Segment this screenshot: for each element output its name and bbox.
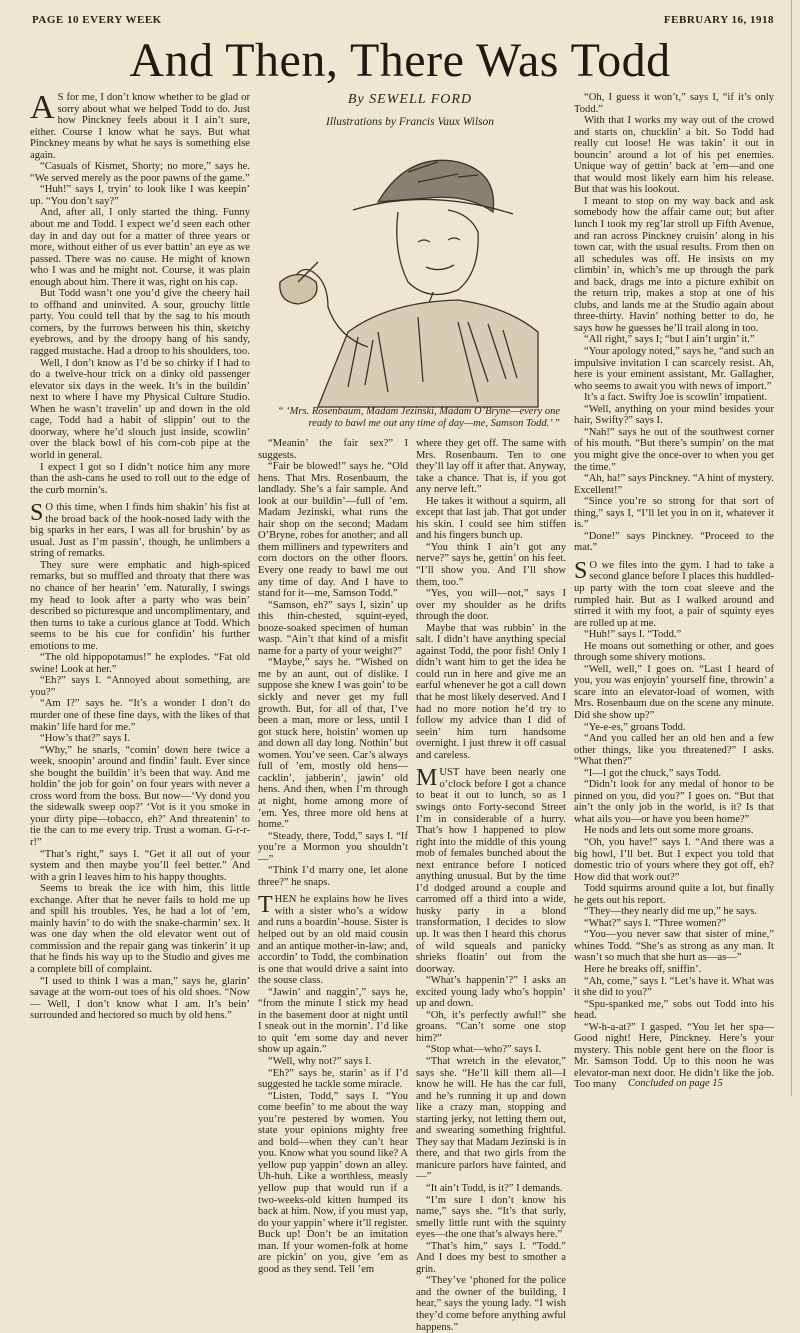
paragraph: “Eh?” says I. “Annoyed about something, are you?” [30, 675, 250, 698]
paragraph: “Oh, I guess it won’t,” says I, “if it’s only Todd.” [574, 92, 774, 115]
paragraph: “Samson, eh?” says I, sizin’ up this thin-chested, squint-eyed, booze-soaked specimen of human wasp. “Ain’t that kind of a misfit name for a party of your weight?” [258, 599, 408, 657]
paragraph: I expect I got so I didn’t notice him any more than the ash-cans he used to roll out to the edge of the curb mornin’s. [30, 461, 250, 496]
illustration-samson-todd [258, 132, 562, 412]
paragraph: “Done!” says Pinckney. “Proceed to the mat.” [574, 530, 774, 554]
paragraph: HEN he explains how he lives with a sister who’s a widow and runs a boardin’-house. Sister is helped out by an old maid cousin and an antique mother-in-law; and, accordin’ to Todd, the combination is one that would drive a saint into the souse class. [258, 894, 408, 987]
paragraph: Here he breaks off, sniffin’. [584, 964, 702, 976]
paragraph: “Maybe,” says he. “Wished on me by an aunt, out of dislike. I suppose she knew I was goin’ to be sickly and never get my full growth. But, for all of that, I’ve been a man, more or less, until I got stuck here, hoistin’ women up and down all day long. Nothin’ but women. You’ve seen. Car’s always full of ’em, mostly old hens—cacklin’, jabberin’, jawin’ old hens. And then, when I’m through at night, home among more of ’em. Yes, three more old hens at home.” [258, 657, 408, 831]
paragraph: “Think I’d marry one, let alone three?” he snaps. [258, 865, 408, 888]
drop-cap: S [574, 557, 588, 584]
paragraph: “Meanin’ the fair sex?” I suggests. [258, 438, 408, 461]
paragraph: “That’s him,” says I. “Todd.” And I does my best to smother a grin. [416, 1240, 566, 1275]
issue-date: FEBRUARY 16, 1918 [663, 14, 774, 26]
page-label: PAGE 10 EVERY WEEK [32, 14, 162, 26]
column-1 [30, 89, 250, 1090]
paragraph: They sure were emphatic and high-spiced remarks, but so muffled and throaty that there was no chance of her hearin’ ’em. Naturally, I swings my head to look after a party who was bein’ described so picturesque and uncomplimentary, and then turns to take a curious glance at Todd. Which seems to be his cue for confidin’ his further emotions to me. [30, 559, 250, 652]
paragraph: “Fair be blowed!” says he. “Old hens. That Mrs. Rosenbaum, the landlady. She’s a fair sample. And look at our buildin’—full of ’em. Madam Jezinski, what runs the hair shop on the second; Madam O’Bryne, robes for another; and all them milliners and typewriters and corn doctors on the other floors. Every one ready to bawl me out any time of day. And I have to stand for it—me, Samson Todd.” [258, 461, 408, 600]
paragraph: “Ah, come,” says I. “Let’s have it. What was it she did to you?” [574, 975, 774, 999]
paragraph: “Oh, you have!” says I. “And there was a big howl, I’ll bet. But I expect you told that domestic trio of yours where they got off, eh? How did that work out?” [574, 837, 774, 883]
paragraph: “Steady, there, Todd,” says I. “If you’re a Mormon you shouldn’t—” [258, 830, 408, 865]
paragraph: “Eh?” says he, starin’ as if I’d suggested he tackle some miracle. [258, 1067, 408, 1091]
paragraph: “Ah, ha!” says Pinckney. “A hint of mystery. Excellent!” [574, 473, 774, 496]
running-head [32, 14, 774, 30]
paragraph: “How’s that?” says I. [40, 733, 131, 745]
byline: By SEWELL FORD [347, 92, 473, 107]
paragraph: “And you called her an old hen and a few other things, like you threatened?” I asks. “What then?” [574, 733, 774, 768]
illustration-caption: “ ‘Mrs. Rosenbaum, Madam Jezinski, Madam O’Bryne—every one ready to bawl me out any time of day—me, Samson Todd.’ ” [277, 406, 560, 429]
paragraph: I meant to stop on my way back and ask somebody how the affair came out; but after lunch I took my reg’lar stroll up Fifth Avenue, and ran across Pinckney cruisin’ along in his town car, with the usual results. From then on all schedules was off. He insists on my climbin’ in, which’s me up through the park and back, drags me into a picture exhibit on the return trip, makes a stop at one of his clubs, and lands me at the Studio again about three-thirty. Havin’ nothing better to do, he says how he guesses he’ll trail along in too. [574, 195, 774, 334]
paragraph: “You—you never saw that sister of mine,” whines Todd. “She’s as strong as any man. It wasn’t so much that she hurt as—as—” [574, 929, 774, 964]
continued-notice: Concluded on page 15 [628, 1078, 723, 1089]
paragraph: UST have been nearly one o’clock before I got a chance to beat it out to lunch, so as I swings onto Forty-second Street I’m in considerable of a hurry. That’s how I happened to plow right into the middle of this young mob of females bunched about the next entrance before I noticed anything unusual. But by the time I’d dodged around a couple and carromed off a third into a wide, husky party in a blond transformation, I decides to slow up. It was then I heard this chorus of wild squeals and panicky shrieks floatin’ out from the doorway. [416, 767, 566, 975]
paragraph: Maybe that was rubbin’ in the salt. I didn’t have anything special against Todd, the poor fish! Only I didn’t want him to get the idea he could run in here and give me an earful whenever he got a call down that he most likely deserved. And I had no more notion he’d try to follow my advice than I did of seein’ him turn handsome overnight. I just threw it off casual and careless. [416, 622, 566, 761]
paragraph: “All right,” says I; “but I ain’t urgin’ it.” [584, 334, 755, 346]
paragraph: “Casuals of Kismet, Shorty; no more,” says he. “We served merely as the poor pawns of the game.” [30, 161, 250, 184]
paragraph: “Oh, it’s perfectly awful!” she groans. “Can’t some one stop him?” [416, 1009, 566, 1044]
paragraph: “Am I?” says he. “It’s a wonder I don’t do murder one of these fine days, with the likes of that makin’ life hard for me.” [30, 698, 250, 733]
paragraph: Todd squirms around quite a lot, but finally he gets out his report. [574, 883, 774, 906]
paragraph: “Huh!” says I. “Todd.” [584, 629, 682, 641]
paragraph: “Didn’t look for any medal of honor to be pinned on you, did you?” I goes on. “But that ain’t the only job in the world, is it? Is that what ails you—or have you been home?” [574, 779, 774, 825]
paragraph: “That’s right,” says I. “Get it all out of your system and then maybe you’ll feel better.” And with a grin I leaves him to his happy thoughts. [30, 848, 250, 883]
paragraph: “Ye-e-es,” groans Todd. [584, 721, 686, 733]
paragraph: “Huh!” says I, tryin’ to look like I was keepin’ up. “You don’t say?” [30, 184, 250, 207]
paragraph: He moans out something or other, and goes through some shivery motions. [574, 640, 774, 664]
paragraph: S for me, I don’t know whether to be glad or sorry about what we helped Todd to do. Just how Pinckney feels about it I ain’t sure, either. Course I know what he says. But what Pinckney means by what he says is something else again. [30, 92, 250, 161]
paragraph: “You think I ain’t got any nerve?” says he, gettin’ on his feet. “I’ll show you. And I’ll show them, too.” [416, 541, 566, 588]
article-title: And Then, There Was Todd [129, 34, 671, 87]
paragraph: “I—I got the chuck,” says Todd. [584, 767, 722, 779]
paragraph: And, after all, I only started the thing. Funny about me and Todd. I expect we’d seen each other day in and day out for a matter of three years or more, without either of us ever battin’ an eye as we passed. There was no cause. He might of known who I was and he might not. Course, it was plain enough about him. There it was, right on his cap. [30, 207, 250, 288]
paragraph: “W-h-a-at?” I gasped. “You let her spa— Good night! Here, Pinckney. Here’s your mystery. This noble gent here on the floor is Mr. Samson Todd. Up to this noon he was elevator-man next door. He didn’t like the job. Too many [574, 1021, 774, 1091]
page-edge [791, 0, 792, 1096]
paragraph: “They’ve ‘phoned for the police and the owner of the building, I hear,” says the young lady. “I wish they’d come before anything awful happens.” [416, 1275, 566, 1333]
paragraph: It’s a fact. Swifty Joe is scowlin’ impatient. [584, 392, 768, 404]
paragraph: “Listen, Todd,” says I. “You come beefin’ to me about the way you’re pestered by women. You state your opinions mighty free and bold—when they can’t hear you. Know what you sound like? A yellow pup yappin’ down an alley. Uh-huh. Like a worthless, measly yellow pup that would run if a two-weeks-old kitten humped its back at him. Now, if you must yap, do your yappin’ where it’ll register. Buck up! Don’t be an imitation man. If your women-folk at home are pickin’ on you, give ’em as good as they send. Tell ’em [258, 1090, 408, 1275]
paragraph: O this time, when I finds him shakin’ his fist at the broad back of the hook-nosed lady with the big sparks in her ears, I was all for brushin’ by as usual. Just as I’m passin’, though, he unlimbers a string of remarks. [30, 502, 250, 560]
paragraph: Seems to break the ice with him, this little exchange. After that he never fails to hold me up and spill his troubles. Yes, he had a lot of ’em, mainly havin’ to do with the snake-charmin’ sex. It was one day when the old elevator went out of commission and the repair gang was tinkerin’ it up that he finds his way up to the Studio and gives me a complete bill of complaint. [30, 883, 250, 976]
drop-cap: M [416, 765, 438, 792]
paragraph: “Nah!” says he out of the southwest corner of his mouth. “But there’s sumpin’ on the mat you might give the once-over to when you get the time.” [574, 426, 774, 473]
column-3 [416, 438, 566, 1333]
paragraph: “Yes, you will—not,” says I over my shoulder as he drifts through the door. [416, 588, 566, 623]
paragraph: “Since you’re so strong for that sort of thing,” says I, “I’ll let you in on it, whatever it is.” [574, 496, 774, 531]
drop-cap: A [30, 89, 55, 126]
paragraph: He takes it without a squirm, all except that last jab. That got under his skin. I could see him stiffen and his fingers bunch up. [416, 495, 566, 542]
paragraph: “Well, anything on your mind besides your hair, Swifty?” says I. [574, 403, 774, 427]
paragraph: “The old hippopotamus!” he explodes. “Fat old swine! Look at her.” [30, 652, 250, 675]
paragraph: Well, I don’t know as I’d be so chirky if I had to do a twelve-hour trick on a dinky old passenger elevator six days in the week. It’s in the buildin’ next to where I have my Physical Culture Studio. When he wasn’t travelin’ up and down in the old cage, Todd had a habit of slippin’ out to the doorway, where he’d slouch just inside, scowlin’ over the black bowl of his corn-cob pipe at the world in general. [30, 357, 250, 461]
paragraph: “That wretch in the elevator,” says she. “He’ll kill them all—I know he will. He has the car full, and he’s running it up and down like a crazy man, stopping and starting jerky, not letting them out, and swearing something frightful. They say that Madam Jezinski is in there, and that two girls from the manicure parlors have fainted, and—” [416, 1055, 566, 1183]
drop-cap: T [258, 892, 273, 919]
paragraph: “They—they nearly did me up,” he says. [584, 906, 757, 918]
paragraph: “What’s happenin’?” I asks an excited young lady who’s hoppin’ up and down. [416, 975, 566, 1010]
illustration-credit: Illustrations by Francis Vaux Wilson [325, 116, 495, 128]
paragraph: He nods and lets out some more groans. [584, 825, 754, 837]
paragraph: “Jawin’ and naggin’,” says he, “from the minute I stick my head in the basement door at night until I sneak out in the mornin’. I’d like to quit ’em some day and never show up again.” [258, 986, 408, 1056]
paragraph: “Stop what—who?” says I. [426, 1044, 542, 1056]
paragraph: “Your apology noted,” says he, “and such an impulsive invitation I can scarcely resist. Ah, here is your eminent assistant, Mr. Gallagher, who seems to await you with news of import.” [574, 346, 774, 392]
paragraph: But Todd wasn’t one you’d give the cheery hail to offhand and uninvited. A sour, grouchy little party. You could tell that by the sag to his mouth corners, by the furrows between his thin, sketchy eyebrows, and by the droopy hang of his sandy, ragged mustache. Had a droop to his shoulders, too. [30, 288, 250, 358]
paragraph: “It ain’t Todd, is it?” I demands. [426, 1183, 563, 1194]
paragraph: “Why,” he snarls, “comin’ down here twice a week, snoopin’ around and findin’ fault. Ever since she bought the buildin’ it’s been that way. And me holdin’ the job for goin’ on four years with never a cross word from the boss. But now—‘Vy dond you the sidewalk sweep oop?’ ‘Vot is it you smoke in your dirty pipe—tobacco, eh?’ And threatenin’ to tie the can to me every trip. Trust a woman. G-r-r-r!” [30, 744, 250, 848]
paragraph: “Well, well,” I goes on. “Last I heard of you, you was enjoyin’ yourself fine, throwin’ a scare into an elevator-load of women, with Mrs. Rosenbaum due on the scene any minute. Did she show up?” [574, 663, 774, 721]
paragraph: where they get off. The same with Mrs. Rosenbaum. Ten to one they’ll lay off it after that. Anyway, take a chance. That is, if you got any nerve left.” [416, 438, 566, 496]
paragraph: With that I works my way out of the crowd and starts on, chucklin’ a bit. So Todd had really cut loose! He was takin’ it out in bouncin’ around a lot of his pet enemies. Unique way of gettin’ back at ’em—and one that would most likely earn him his release. But that was his lookout. [574, 115, 774, 196]
paragraph: “Well, why not?” says I. [268, 1055, 372, 1067]
paragraph: “I used to think I was a man,” says he, glarin’ savage at the worn-out toes of his old shoes. “Now— Well, I don’t know what I am. It’s bein’ surrounded and hectored so much by old hens.” [30, 975, 250, 1022]
paragraph: “What?” says I. “Three women?” [584, 917, 727, 929]
drop-cap: S [30, 500, 44, 527]
paragraph: “I’m sure I don’t know his name,” says she. “It’s that surly, smelly little runt with the squinty eyes—the one that’s always here.” [416, 1194, 566, 1241]
paragraph: “Spu-spanked me,” sobs out Todd into his head. [574, 998, 774, 1022]
column-2 [258, 438, 408, 1275]
paragraph: O we files into the gym. I had to take a second glance before I places this huddled-up party with the torn coat sleeve and the rumpled hair. But as I walked around and stirred it with my foot, a pair of squinty eyes are rolled up at me. [574, 559, 774, 629]
